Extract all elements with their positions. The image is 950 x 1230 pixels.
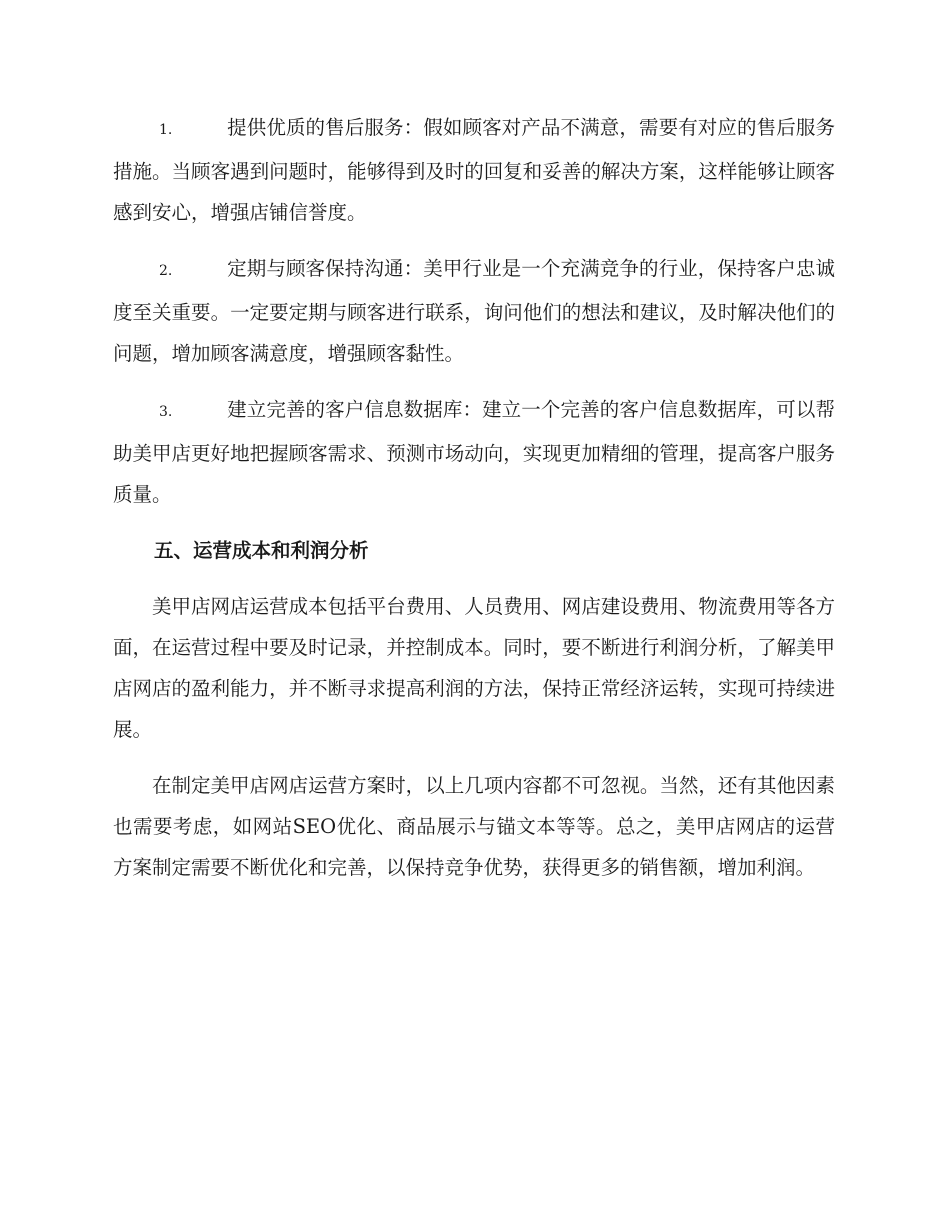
body-paragraph: 美甲店网店运营成本包括平台费用、人员费用、网店建设费用、物流费用等各方面，在运营过程中要及时记录，并控制成本。同时，要不断进行利润分析，了解美甲店网店的盈利能力，并不断寻求提高利润的方法，保持正常经济运转，实现可持续进展。 bbox=[113, 595, 835, 741]
list-item bbox=[113, 389, 835, 515]
list-item-number: 2. bbox=[159, 263, 173, 279]
section-heading: 五、运营成本和利润分析 bbox=[154, 539, 369, 562]
document-body bbox=[113, 107, 835, 903]
list-item-text: 定期与顾客保持沟通：美甲行业是一个充满竞争的行业，保持客户忠诚度至关重要。一定要定期与顾客进行联系，询问他们的想法和建议，及时解决他们的问题，增加顾客满意度，增强顾客黏性。 bbox=[113, 257, 835, 365]
list-item bbox=[113, 107, 835, 233]
list-item-text: 建立完善的客户信息数据库：建立一个完善的客户信息数据库，可以帮助美甲店更好地把握顾客需求、预测市场动向，实现更加精细的管理，提高客户服务质量。 bbox=[113, 398, 835, 506]
list-item-number: 1. bbox=[159, 122, 173, 138]
list-item bbox=[113, 248, 835, 374]
body-paragraph: 在制定美甲店网店运营方案时，以上几项内容都不可忽视。当然，还有其他因素也需要考虑，如网站SEO优化、商品展示与锚文本等等。总之，美甲店网店的运营方案制定需要不断优化和完善，以保持竞争优势，获得更多的销售额，增加利润。 bbox=[113, 774, 835, 879]
list-item-number: 3. bbox=[159, 404, 173, 420]
list-item-text: 提供优质的售后服务：假如顾客对产品不满意，需要有对应的售后服务措施。当顾客遇到问题时，能够得到及时的回复和妥善的解决方案，这样能够让顾客感到安心，增强店铺信誉度。 bbox=[113, 116, 835, 224]
